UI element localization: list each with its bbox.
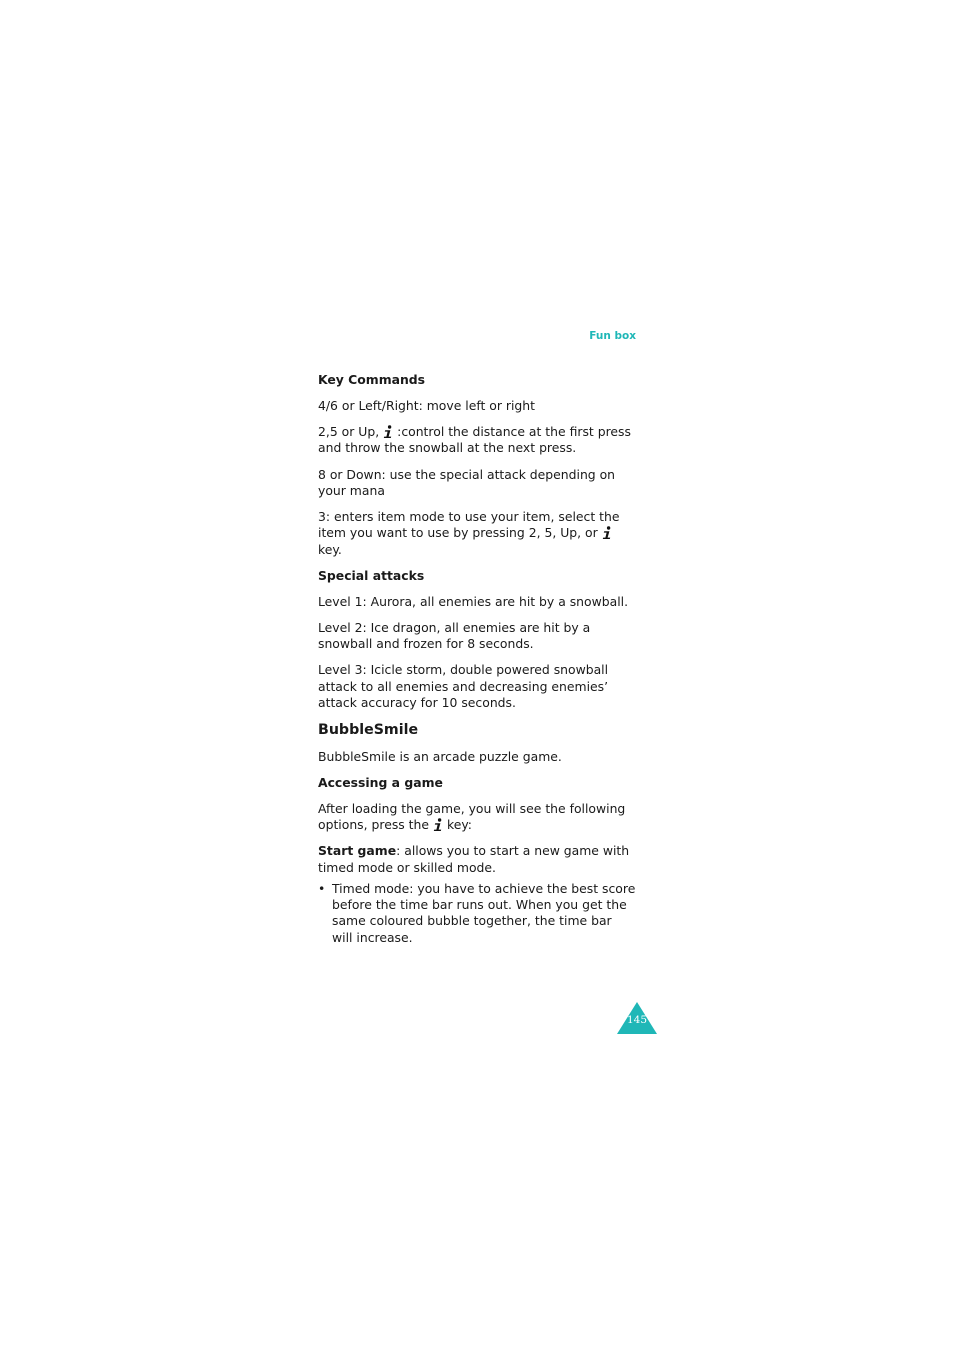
page-number-tab bbox=[617, 1002, 657, 1034]
key-command-special bbox=[318, 467, 636, 500]
start-game-text: : allows you to start a new game with timed mode or skilled mode. bbox=[318, 843, 630, 875]
special-attack-level-3: Level 3: Icicle storm, double powered snowball attack to all enemies and decreasing enemies’ attack accuracy for 10 seconds. bbox=[318, 662, 609, 710]
accessing-game-text-a: After loading the game, you will see the following options, press the bbox=[318, 800, 626, 833]
accessing-game-title: Accessing a game bbox=[318, 774, 443, 790]
start-game-label: Start game bbox=[318, 843, 397, 859]
special-attack-level-1: Level 1: Aurora, all enemies are hit by a snowball. bbox=[318, 593, 629, 609]
key-command-item bbox=[318, 509, 636, 558]
key-command-throw bbox=[318, 424, 636, 457]
page-number: 145 bbox=[626, 1014, 648, 1026]
accessing-game-text bbox=[318, 801, 636, 834]
key-command-move-text: 4/6 or Left/Right: move left or right bbox=[318, 398, 535, 414]
bullet-symbol: • bbox=[318, 880, 326, 896]
special-attacks-title: Special attacks bbox=[318, 567, 425, 583]
key-command-special-text: 8 or Down: use the special attack depending on your mana bbox=[318, 466, 616, 498]
special-attack-level-2: Level 2: Ice dragon, all enemies are hit by a snowball and frozen for 8 seconds. bbox=[318, 619, 591, 652]
start-game-option bbox=[318, 843, 636, 876]
key-commands-title: Key Commands bbox=[318, 372, 426, 387]
page-content bbox=[318, 372, 636, 946]
timed-mode-text: Timed mode: you have to achieve the best score before the time bar runs out. When you get the same coloured bubble together, the time bar will increase. bbox=[332, 880, 636, 945]
info-i-key-icon bbox=[382, 425, 394, 439]
section-header: Fun box bbox=[589, 330, 636, 342]
key-command-throw-text-a: 2,5 or Up, bbox=[318, 424, 380, 440]
key-command-throw-text-b: :control the distance at the first press and throw the snowball at the next press. bbox=[318, 424, 631, 456]
info-i-key-icon bbox=[432, 818, 444, 832]
key-command-item-text-a: 3: enters item mode to use your item, select the item you want to use by pressing 2, 5, Up, or bbox=[318, 508, 620, 541]
info-i-key-icon bbox=[601, 526, 613, 540]
key-command-move bbox=[318, 398, 636, 414]
bubblesmile-heading: BubbleSmile bbox=[318, 721, 419, 738]
bubblesmile-intro: BubbleSmile is an arcade puzzle game. bbox=[318, 748, 562, 764]
accessing-game-text-b: key: bbox=[447, 817, 472, 833]
mode-list bbox=[318, 881, 636, 946]
key-command-item-text-b: key. bbox=[318, 541, 342, 557]
list-item bbox=[318, 881, 636, 946]
